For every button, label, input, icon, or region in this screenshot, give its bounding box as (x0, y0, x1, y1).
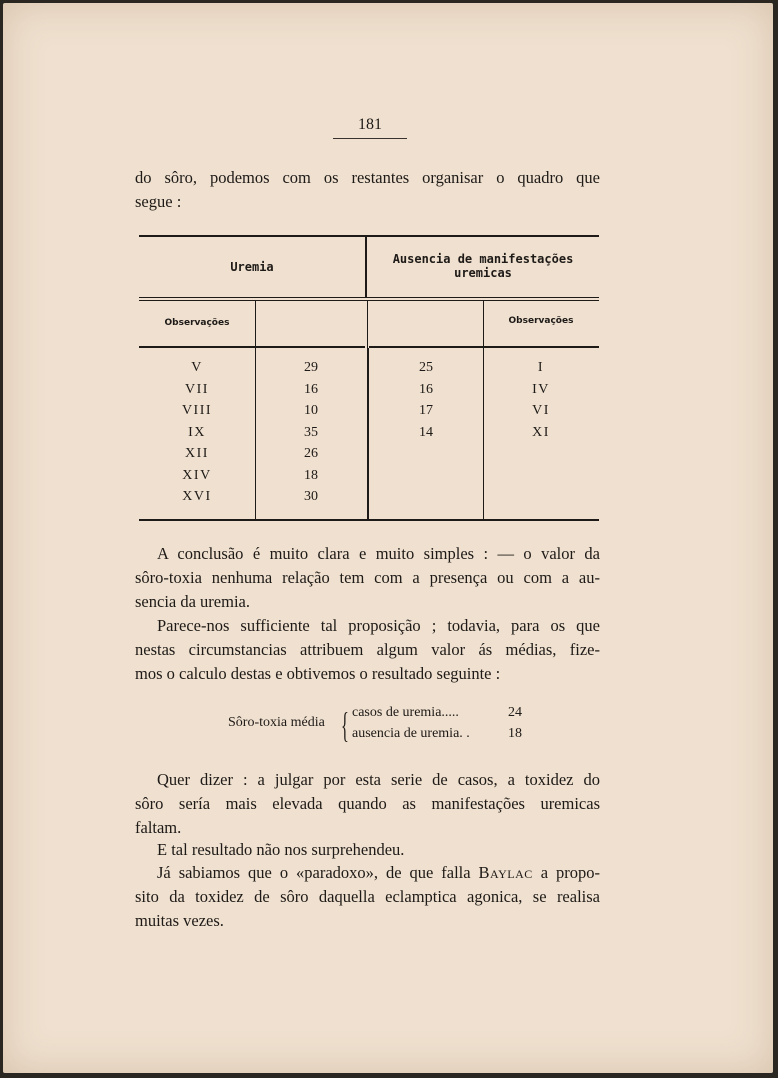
final-line-2: sito da toxidez de sôro daquella eclamptica agonica, se realisa (135, 887, 600, 906)
conclusion-line-1: A conclusão é muito clara e muito simples : — o valor da (157, 544, 600, 563)
final-line-3: muitas vezes. (135, 911, 224, 930)
final-line-1 (135, 861, 600, 885)
observation-left: IX (188, 424, 206, 440)
no-uremia-value: 14 (419, 424, 433, 440)
no-uremia-value: 25 (419, 360, 433, 375)
header-double-rule-1 (139, 297, 599, 298)
no-uremia-value: 17 (419, 403, 433, 418)
uremia-value: 16 (304, 381, 318, 397)
observation-left: VII (185, 381, 209, 397)
no-uremia-value: 16 (419, 381, 433, 397)
uremia-value: 10 (304, 403, 318, 418)
result-line-3: faltam. (135, 818, 182, 837)
result-line-1: Quer dizer : a julgar por esta serie de casos, a toxidez do (157, 770, 600, 789)
page-number: 181 (333, 116, 407, 139)
conclusion-line-3: sencia da uremia. (135, 592, 250, 611)
curly-brace: { (341, 705, 349, 745)
observation-right: IV (532, 381, 550, 397)
serotoxicity-table (139, 235, 599, 523)
final-line-1-end: a propo- (540, 863, 600, 882)
mean-serotoxicity-formula (228, 705, 528, 747)
observation-right: XI (532, 424, 550, 440)
uremia-column-header: Uremia (230, 260, 274, 274)
uremia-value: 35 (304, 424, 318, 440)
observation-left: VIII (181, 403, 213, 418)
intro-line-2: segue : (135, 192, 182, 211)
uremia-value: 26 (304, 446, 318, 461)
author-name: Baylac (478, 863, 533, 882)
subheader-divider-1 (255, 301, 256, 348)
surprise-line: E tal resultado não nos surprehendeu. (157, 840, 405, 859)
no-uremia-value: 18 (508, 726, 522, 741)
conclusion-line-2: sôro-toxia nenhuma relação tem com a presença ou com a au- (135, 568, 600, 587)
header-double-rule-2 (139, 300, 599, 301)
uremia-cases-label: casos de uremia..... (352, 705, 459, 720)
table-bottom-rule (139, 519, 599, 521)
body-top-rule-left (139, 346, 365, 348)
observation-left: XII (185, 446, 209, 461)
book-page (3, 3, 773, 1073)
table-top-rule (139, 235, 599, 237)
no-uremia-header-line-2: uremicas (454, 266, 512, 280)
observations-left-header: Observações (164, 318, 230, 328)
result-line-2: sôro sería mais elevada quando as manifestações uremicas (135, 794, 600, 813)
no-uremia-header-line-1: Ausencia de manifestações (392, 252, 574, 266)
uremia-value: 29 (304, 360, 318, 375)
observation-right: I (537, 360, 545, 375)
final-line-1-start: Já sabiamos que o «paradoxo», de que falla (157, 863, 471, 882)
observation-left: V (191, 360, 203, 375)
observation-left: XVI (182, 489, 212, 504)
proposition-line-1: Parece-nos sufficiente tal proposição ; todavia, para os que (157, 616, 600, 635)
no-uremia-label: ausencia de uremia. . (352, 726, 470, 741)
observations-right-header: Observações (508, 316, 574, 326)
observation-right: VI (532, 403, 550, 418)
intro-line-1: do sôro, podemos com os restantes organisar o quadro que (135, 168, 600, 187)
uremia-value: 18 (304, 467, 318, 483)
proposition-line-3: mos o calculo destas e obtivemos o resultado seguinte : (135, 664, 501, 683)
body-top-rule-right (369, 346, 599, 348)
proposition-line-2: nestas circumstancias attribuem algum valor ás médias, fize- (135, 640, 600, 659)
uremia-value: 30 (304, 489, 318, 504)
uremia-cases-value: 24 (508, 705, 522, 720)
formula-label: Sôro-toxia média (228, 715, 325, 730)
observation-left: XIV (182, 467, 212, 483)
subheader-divider-2 (367, 301, 368, 348)
